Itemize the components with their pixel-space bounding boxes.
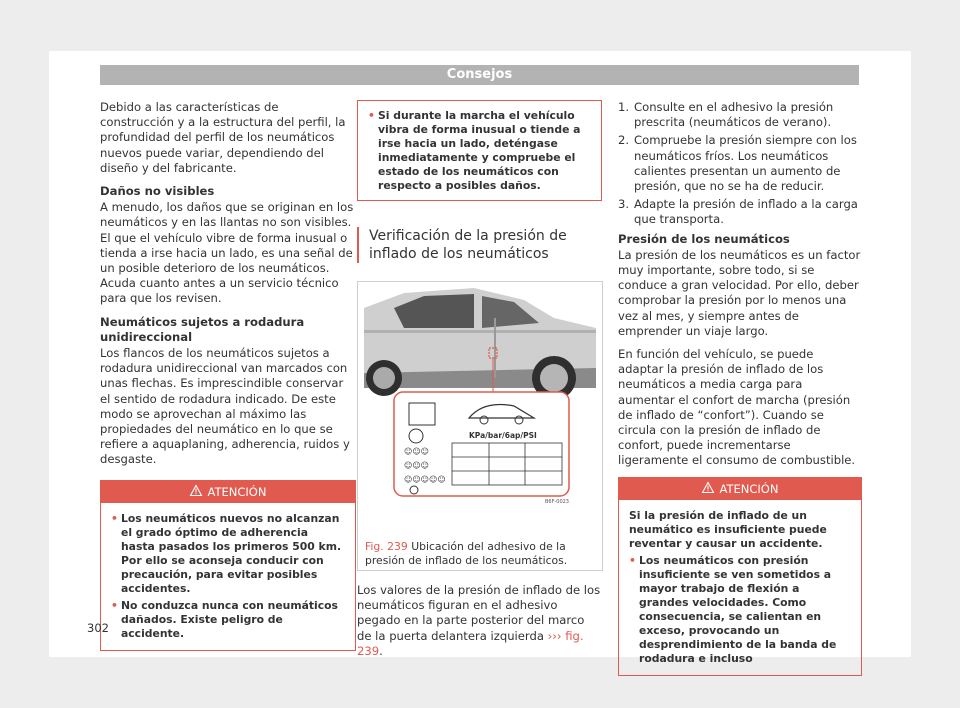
- warning-item: • No conduzca nunca con neumáticos dañados. Existe peligro de accidente.: [111, 599, 345, 641]
- caution-note-text: • Si durante la marcha el vehículo vibra de forma inusual o tiende a irse hacia un lado, deténgase inmediatamente y compruebe el estado de los neumáticos con respecto a posibles daños.: [368, 109, 591, 193]
- step-item: [618, 197, 862, 227]
- header-bar: Consejos: [100, 65, 859, 85]
- warning-title: ATENCIÓN: [207, 484, 267, 499]
- step-item: [618, 133, 862, 194]
- step-number: 3.: [618, 197, 630, 212]
- warning-item: • Los neumáticos nuevos no alcanzan el grado óptimo de adherencia hasta pasados los primeros 500 km. Por ello se aconseja conducir con precaución, para evitar posibles accidentes.: [111, 512, 345, 596]
- figure-code: B6F-0023: [544, 499, 569, 505]
- figure-caption: [365, 540, 597, 567]
- comfort-text: En función del vehículo, se puede adaptar la presión de inflado de los neumáticos a media carga para aumentar el confort de marcha (presión de inflado de “confort”). Cuando se circula con la presión de inflado de confort, puede incrementarse ligeramente el consumo de combustible.: [618, 347, 856, 468]
- warning-intro: Si la presión de inflado de un neumático es insuficiente puede reventar y causar un accidente.: [629, 508, 827, 550]
- svg-text:☺☺☺: ☺☺☺: [404, 447, 430, 456]
- intro-paragraph: Debido a las características de construcción y a la estructura del perfil, la profundidad del perfil de los neumáticos nuevos puede variar, dependiendo del diseño y del fabricante.: [100, 100, 346, 175]
- sticker-units-label: KPa/bar/6ap/PSI: [469, 431, 537, 440]
- warning-header: [619, 478, 861, 500]
- unidirectional-title: Neumáticos sujetos a rodadura unidireccional: [100, 314, 305, 344]
- section-title: Verificación de la presión de inflado de los neumáticos: [357, 227, 602, 263]
- hidden-damage-text: A menudo, los daños que se originan en los neumáticos y en las llantas no son visibles. El que el vehículo vibre de forma inusual o tienda a irse hacia un lado, es una señal de un posible deterioro de los neumáticos. Acuda cuanto antes a un servicio técnico para que los revisen.: [100, 200, 354, 306]
- warning-triangle-icon: [190, 482, 202, 504]
- middle-column: [357, 100, 602, 667]
- figure-239: [357, 281, 603, 571]
- warning-box-left: [100, 480, 356, 651]
- warning-box-right: [618, 477, 862, 676]
- step-item: [618, 100, 862, 130]
- step-text: Adapte la presión de inflado a la carga que transporta.: [634, 197, 858, 227]
- svg-text:☺☺☺☺☺: ☺☺☺☺☺: [404, 475, 446, 484]
- left-column: [100, 100, 356, 651]
- warning-header: [101, 481, 355, 503]
- pressure-location-body: Los valores de la presión de inflado de los neumáticos figuran en el adhesivo pegado en la parte posterior del marco de la puerta delantera izquierda: [357, 583, 601, 643]
- step-number: 2.: [618, 133, 630, 148]
- warning-body: [619, 500, 861, 675]
- tire-pressure-sticker-illustration: [364, 288, 596, 505]
- unidirectional-text: Los flancos de los neumáticos sujetos a rodadura unidireccional van marcados con unas flechas. Es imprescindible conservar el sentido de rodadura indicado. De este modo se aprovechan al máximo las propiedades del neumático en lo que se refiere a aquaplaning, adherencia, ruidos y desgaste.: [100, 346, 350, 467]
- warning-title: ATENCIÓN: [719, 481, 779, 496]
- pressure-location-end: .: [379, 643, 383, 658]
- pressure-text: La presión de los neumáticos es un factor muy importante, sobre todo, si se conduce a gran velocidad. Por ello, deber comprobar la presión por lo menos una vez al mes, y siempre antes de emprender un viaje largo.: [618, 247, 861, 338]
- step-text: Consulte en el adhesivo la presión prescrita (neumáticos de verano).: [634, 100, 834, 130]
- pressure-title: Presión de los neumáticos: [618, 231, 790, 246]
- pressure-location-text: [357, 583, 602, 659]
- figure-number: Fig. 239: [365, 540, 408, 553]
- page-number: 302: [87, 621, 109, 635]
- warning-triangle-icon: [702, 479, 714, 501]
- warning-body: [101, 503, 355, 650]
- step-number: 1.: [618, 100, 630, 114]
- step-text: Compruebe la presión siempre con los neumáticos fríos. Los neumáticos calientes presentan un aumento de presión, que no se ha de reducir.: [634, 133, 857, 194]
- ref-arrow: ›››: [547, 628, 562, 643]
- steps-list: [618, 100, 862, 228]
- figure-caption-text: Ubicación del adhesivo de la presión de inflado de los neumáticos.: [365, 540, 568, 567]
- right-column: [618, 100, 862, 676]
- warning-item: • Los neumáticos con presión insuficiente se ven sometidos a mayor trabajo de flexión a grandes velocidades. Como consecuencia, se calientan en exceso, provocando un desprendimiento de la banda de rodadura e incluso: [629, 554, 851, 666]
- hidden-damage-title: Daños no visibles: [100, 184, 215, 199]
- caution-note: [357, 100, 602, 201]
- figure-reference-link[interactable]: fig. 239: [357, 628, 584, 658]
- svg-text:☺☺☺: ☺☺☺: [404, 461, 430, 470]
